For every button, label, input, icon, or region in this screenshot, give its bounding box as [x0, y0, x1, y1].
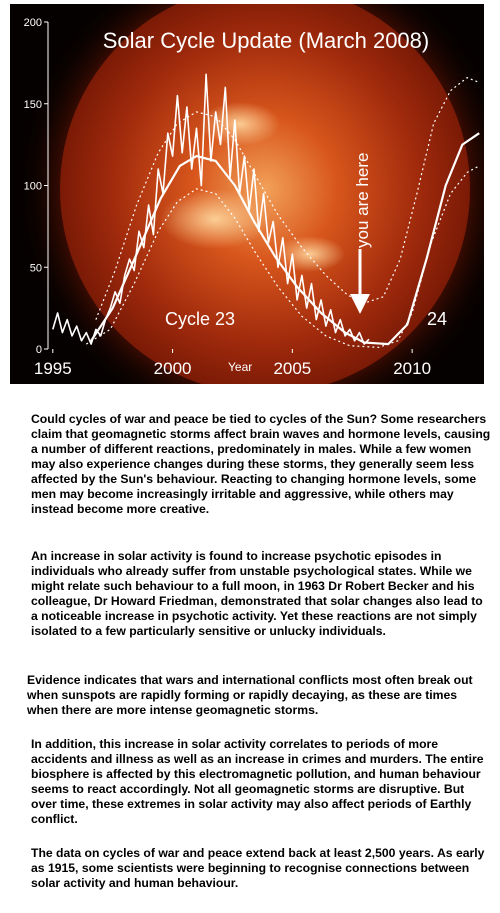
sun-disc: [60, 4, 470, 384]
solar-cycle-chart: [10, 4, 484, 384]
x-tick-label: 1995: [33, 359, 72, 378]
cycle-23-label: Cycle 23: [165, 309, 236, 329]
article-paragraph-2: An increase in solar activity is found to increase psychotic episodes in individuals who already suffer from unstable psychological states. While we might relate such behaviour to a full moon, in 1963 Dr Robert Becker and his colleague, Dr Howard Friedman, demonstrated that solar changes also lead to a noticeable increase in psychotic activity. Yet these reactions are not simply isolated to a few particularly sensitive or unlucky individuals.: [31, 549, 483, 638]
article-paragraph-5: The data on cycles of war and peace extend back at least 2,500 years. As early as 1915, some scientists were beginning to recognise connections between solar activity and human behaviour.: [31, 846, 485, 890]
x-tick-label: 2005: [273, 359, 312, 378]
x-tick-label: 2000: [153, 359, 192, 378]
y-tick-label: 50: [29, 262, 42, 275]
article-paragraph-1: Could cycles of war and peace be tied to cycles of the Sun? Some researchers claim that geomagnetic storms affect brain waves and hormone levels, causing a number of different reactions, predominately in males. While a few women may also experience changes during these storms, they generally seem less affected by the Sun's behaviour. Reacting to changing hormone levels, some men may become increasingly irritable and aggressive, while others may instead become more creative.: [31, 412, 491, 516]
y-tick-label: 150: [23, 98, 42, 111]
you-are-here-label: you are here: [353, 152, 372, 248]
chart-svg: [10, 4, 484, 384]
y-tick-label: 200: [23, 17, 42, 29]
y-tick-label: 0: [35, 344, 42, 356]
article-paragraph-3: Evidence indicates that wars and international conflicts most often break out when sunspots are rapidly forming or rapidly decaying, as these are times when there are more intense geomagnetic storms.: [27, 673, 473, 717]
y-tick-label: 100: [23, 180, 42, 193]
article-paragraph-4: In addition, this increase in solar activity correlates to periods of more accidents and illness as well as an increase in crimes and murders. The entire biosphere is affected by this electromagnetic pollution, and human behaviour seems to react accordingly. Not all geomagnetic storms are disruptive. But over time, these extremes in solar activity may also affect periods of Earthly conflict.: [31, 737, 484, 826]
chart-title: Solar Cycle Update (March 2008): [102, 28, 430, 53]
x-axis-title: Year: [228, 360, 253, 374]
cycle-24-label: 24: [427, 309, 448, 329]
x-tick-label: 2010: [393, 359, 432, 378]
sun-bright-region: [200, 102, 280, 146]
